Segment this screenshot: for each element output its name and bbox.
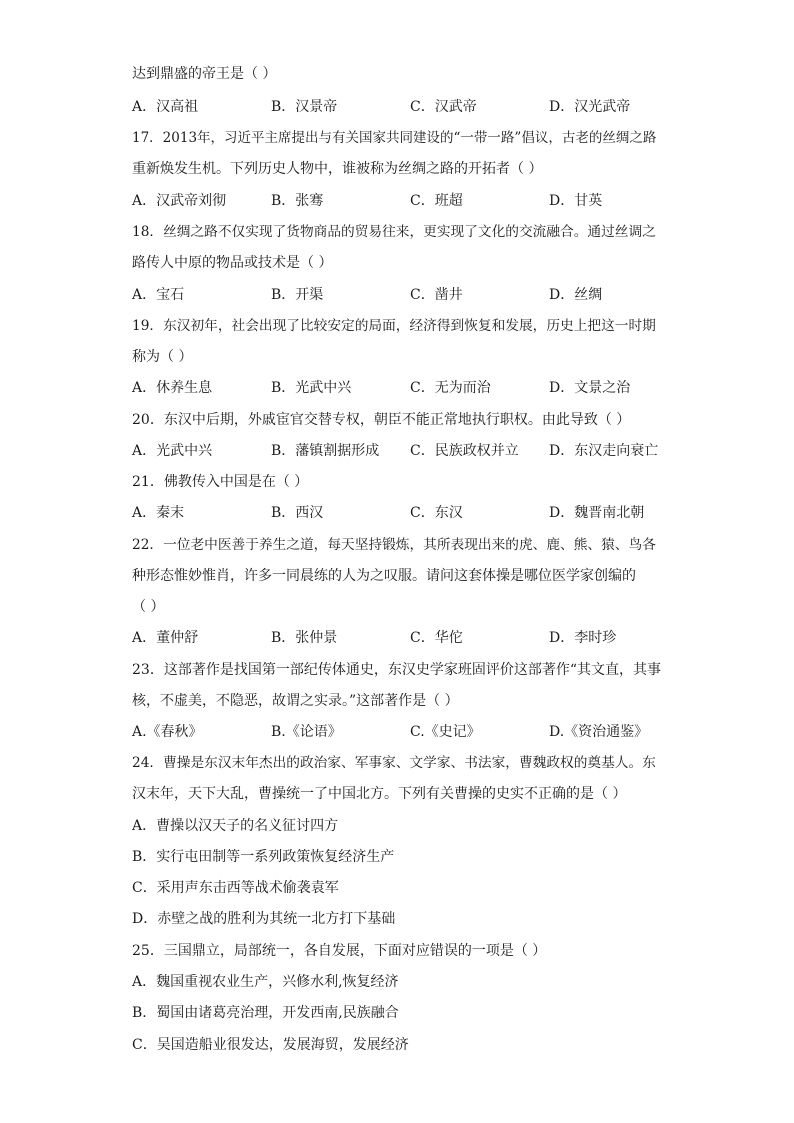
question-18-options [132, 285, 662, 305]
question-24-option-c: C．采用声东击西等战术偷袭袁军 [132, 880, 339, 896]
question-24-option-a: A．曹操以汉天子的名义征讨四方 [132, 818, 339, 834]
question-21-stem: 21．佛教传入中国是在（ ） [132, 474, 309, 490]
option-c: C．民族政权并立 [410, 443, 519, 459]
question-25-option-c: C．吴国造船业很发达，发展海贸，发展经济 [132, 1037, 409, 1053]
question-22-stem-line-2: 种形态惟妙惟肖，许多一同晨练的人为之叹服。请问这套体操是哪位医学家创编的 [132, 568, 636, 584]
option-d: D．汉光武帝 [549, 99, 631, 115]
option-a: A．休养生息 [132, 380, 213, 396]
option-a: A.《春秋》 [132, 724, 203, 740]
question-24-option-b: B．实行屯田制等一系列政策恢复经济生产 [132, 849, 395, 865]
question-19-stem-line-2: 称为（ ） [132, 349, 193, 365]
question-18-stem-line-2: 路传人中原的物品或技术是（ ） [132, 255, 333, 271]
question-18-stem-line-1: 18．丝绸之路不仅实现了货物商品的贸易往来，更实现了文化的交流融合。通过丝调之 [132, 224, 656, 240]
option-a: A．秦末 [132, 505, 185, 521]
option-b: B.《论语》 [271, 724, 342, 740]
question-25-stem: 25．三国鼎立，局部统一，各自发展，下面对应错误的一项是（ ） [132, 943, 547, 959]
option-c: C．汉武帝 [410, 99, 477, 115]
option-b: B．光武中兴 [271, 380, 352, 396]
option-a: A．光武中兴 [132, 443, 213, 459]
option-c: C.《史记》 [410, 724, 481, 740]
option-a: A．汉高祖 [132, 99, 199, 115]
question-17-stem-line-2: 重新焕发生机。下列历史人物中，谁被称为丝绸之路的开拓者（ ） [132, 161, 543, 177]
question-25-option-a: A．魏国重视农业生产，兴修水利,恢复经济 [132, 974, 399, 990]
question-22-stem-line-1: 22．一位老中医善于养生之道，每天坚持锻炼，其所表现出来的虎、鹿、熊、猿、鸟各 [132, 537, 656, 553]
question-16-stem-continuation: 达到鼎盛的帝王是（ ） [132, 66, 277, 82]
question-22-stem-line-3: （ ） [132, 599, 165, 615]
option-a: A．董仲舒 [132, 630, 199, 646]
question-22-options [132, 628, 662, 648]
question-25-option-b: B．蜀国由诸葛亮治理，开发西南,民族融合 [132, 1005, 399, 1021]
option-c: C．无为而治 [410, 380, 491, 396]
question-20-options [132, 441, 662, 461]
option-b: B．张骞 [271, 193, 324, 209]
question-20-stem: 20．东汉中后期，外戚宦官交替专权，朝臣不能正常地执行职权。由此导致（ ） [132, 412, 631, 428]
option-c: C．华佗 [410, 630, 463, 646]
question-23-options [132, 722, 662, 742]
question-17-options [132, 191, 662, 211]
question-24-stem-line-2: 汉末年，天下大乱，曹操统一了中国北方。下列有关曹操的史实不正确的是（ ） [132, 786, 627, 802]
option-c: C．东汉 [410, 505, 463, 521]
question-19-stem-line-1: 19．东汉初年，社会出现了比较安定的局面，经济得到恢复和发展，历史上把这一时期 [132, 318, 656, 334]
question-23-stem-line-2: 核，不虚美，不隐恶，故谓之实录。”这部著作是（ ） [132, 693, 459, 709]
question-17-stem-line-1: 17．2013年，习近平主席提出与有关国家共同建设的“一带一路”倡议，古老的丝绸之路 [132, 130, 657, 146]
question-23-stem-line-1: 23．这部著作是找国第一部纪传体通史，东汉史学家班固评价这部著作“其文直，其事 [132, 662, 661, 678]
option-b: B．开渠 [271, 287, 324, 303]
question-16-options [132, 97, 662, 117]
option-d: D．魏晋南北朝 [549, 505, 645, 521]
option-a: A．汉武帝刘彻 [132, 193, 227, 209]
option-b: B．汉景帝 [271, 99, 338, 115]
option-d: D．甘英 [549, 193, 603, 209]
option-d: D．文景之治 [549, 380, 631, 396]
option-c: C．凿井 [410, 287, 463, 303]
option-b: B．张仲景 [271, 630, 338, 646]
question-19-options [132, 378, 662, 398]
question-24-stem-line-1: 24．曹操是东汉末年杰出的政治家、军事家、文学家、书法家，曹魏政权的奠基人。东 [132, 755, 656, 771]
option-c: C．班超 [410, 193, 463, 209]
option-a: A．宝石 [132, 287, 185, 303]
option-d: D.《资治通鉴》 [549, 724, 649, 740]
option-d: D．丝绸 [549, 287, 603, 303]
option-b: B．藩镇割据形成 [271, 443, 380, 459]
question-24-option-d: D．赤壁之战的胜利为其统一北方打下基础 [132, 911, 396, 927]
option-b: B．西汉 [271, 505, 324, 521]
option-d: D．李时珍 [549, 630, 617, 646]
option-d: D．东汉走向衰亡 [549, 443, 659, 459]
question-21-options [132, 503, 662, 523]
